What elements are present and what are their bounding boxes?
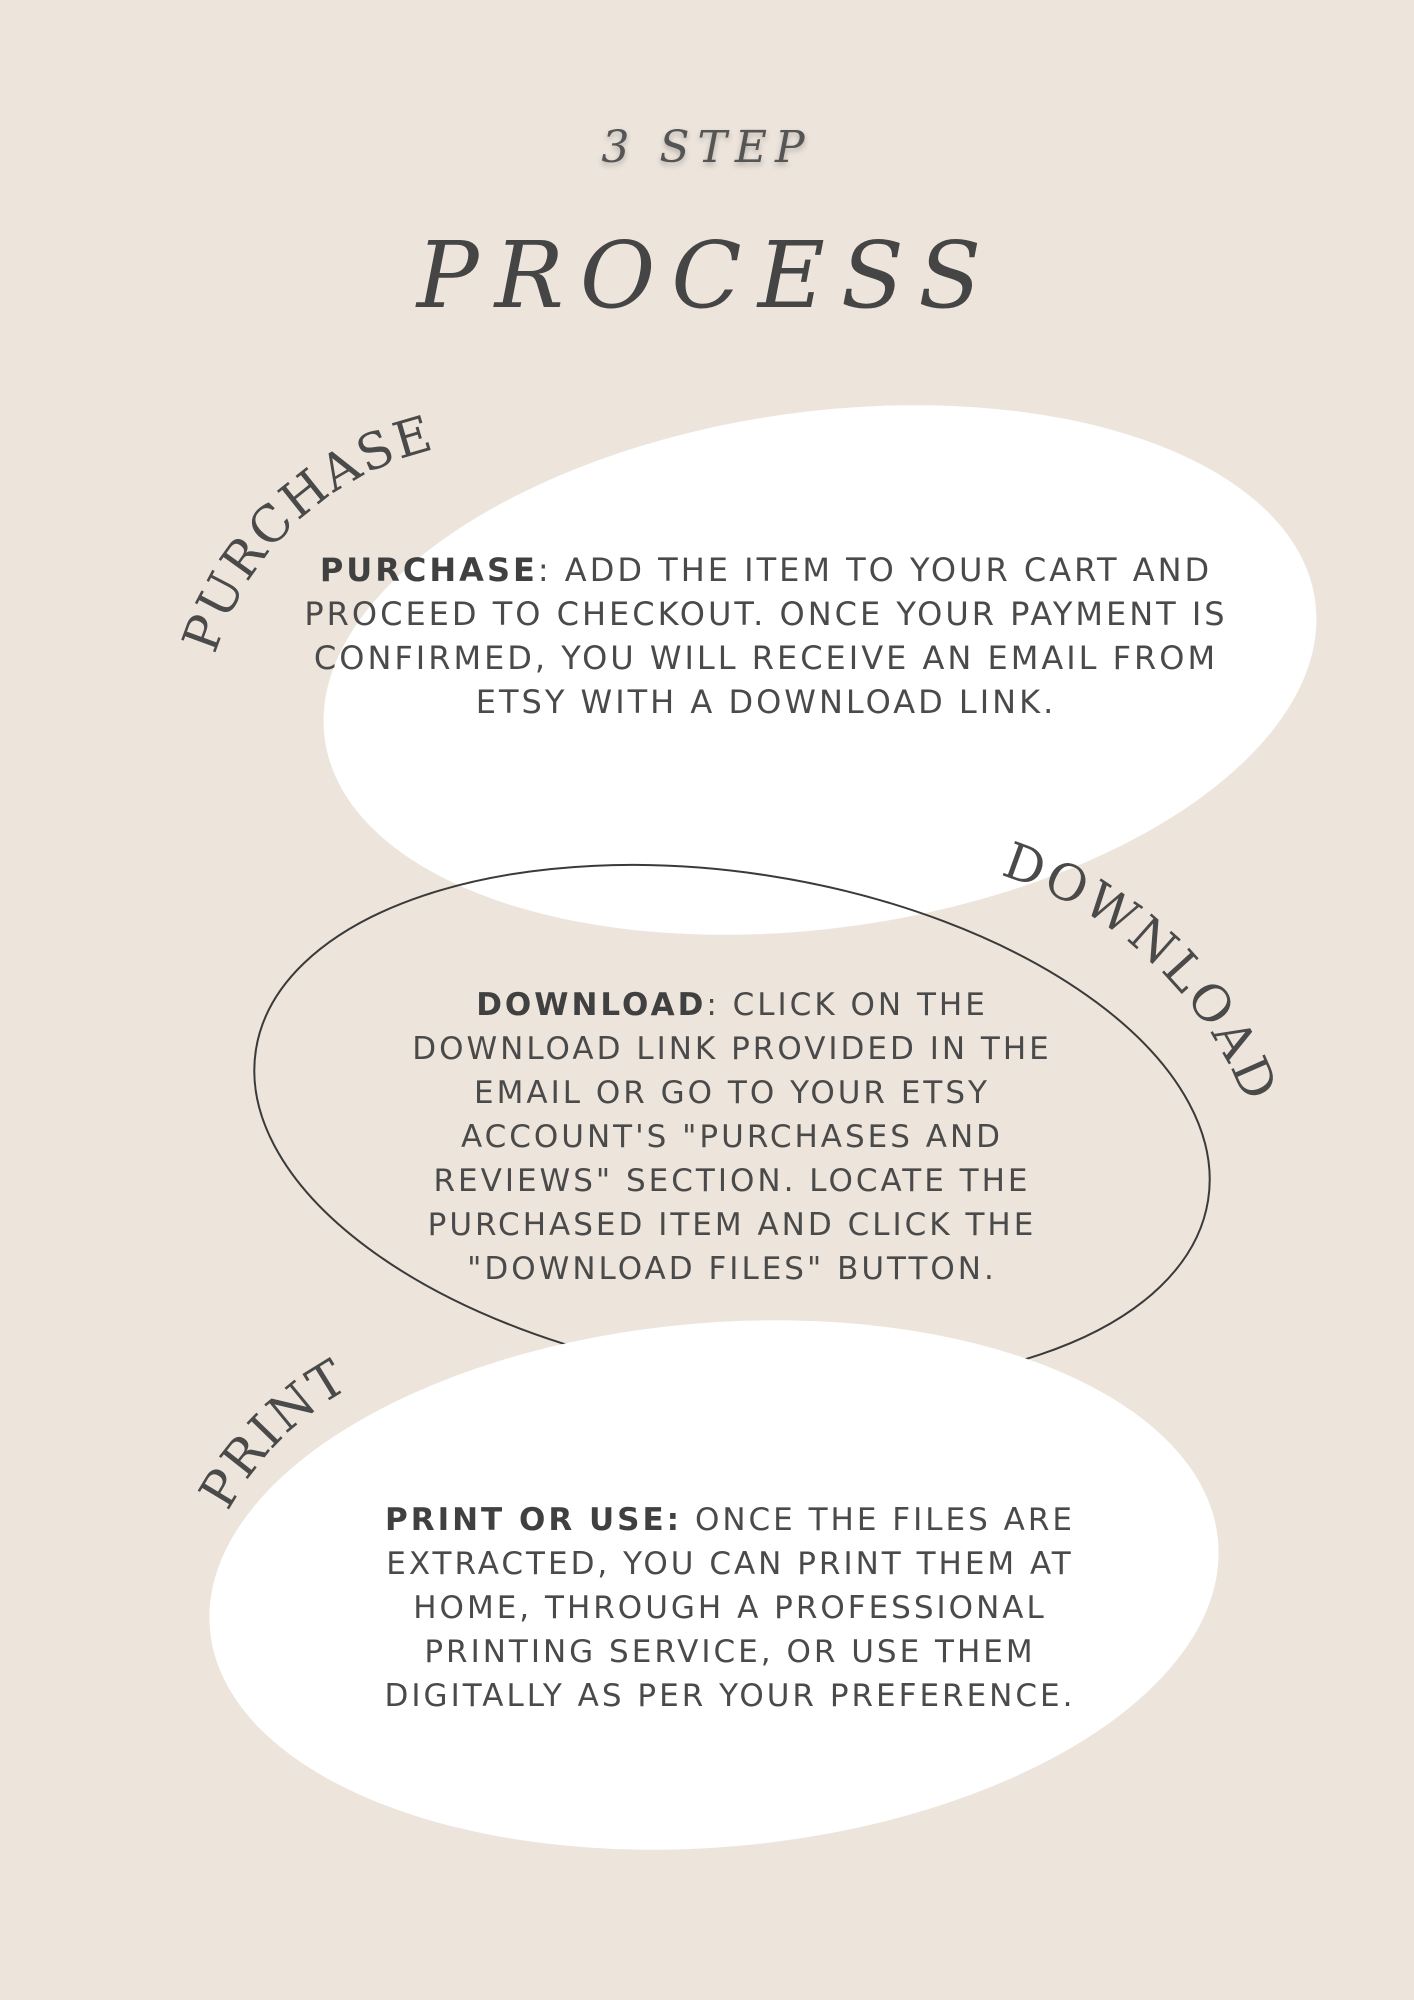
download-body: CLICK ON THE DOWNLOAD LINK PROVIDED IN THE EMAIL OR GO TO YOUR ETSY ACCOUNT'S "PURCHASES AND REVIEWS" SECTION. LOCATE THE PURCHASED ITEM AND CLICK THE "DOWNLOAD FILES" BUTTON. (412, 987, 1052, 1287)
purchase-separator: : (537, 551, 552, 589)
download-label: DOWNLOAD (996, 831, 1290, 1111)
page-title: PROCESS (416, 222, 998, 329)
print-label: PRINT (188, 1347, 358, 1518)
purchase-heading: PURCHASE (319, 551, 538, 589)
purchase-description (298, 548, 1234, 724)
download-heading: DOWNLOAD (476, 987, 707, 1023)
purchase-body: ADD THE ITEM TO YOUR CART AND PROCEED TO CHECKOUT. ONCE YOUR PAYMENT IS CONFIRMED, YOU WILL RECEIVE AN EMAIL FROM ETSY WITH A DOWNLOAD LINK. (304, 551, 1228, 721)
page-subtitle: 3 STEP (601, 122, 813, 173)
download-separator: : (706, 987, 720, 1023)
print-description (360, 1498, 1100, 1718)
print-heading: PRINT OR USE: (384, 1502, 683, 1538)
purchase-label: PURCHASE (171, 403, 440, 659)
download-description (372, 983, 1092, 1291)
print-body: ONCE THE FILES ARE EXTRACTED, YOU CAN PRINT THEM AT HOME, THROUGH A PROFESSIONAL PRINTING SERVICE, OR USE THEM DIGITALLY AS PER YOUR PREFERENCE. (384, 1502, 1076, 1714)
